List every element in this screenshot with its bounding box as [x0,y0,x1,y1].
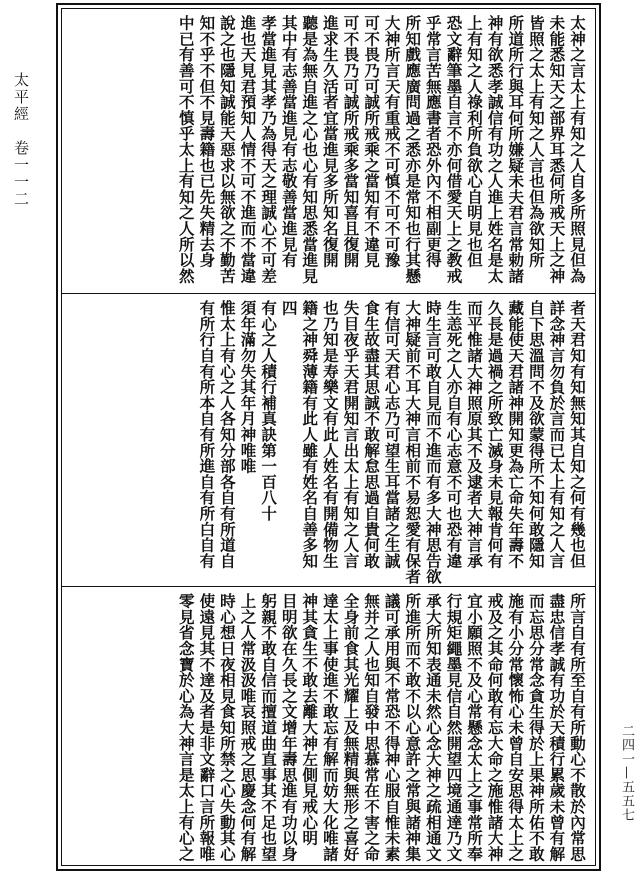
text-column-line: 進求生久活者宜當進見多所知名復開 [320,15,340,268]
text-column-line: 詳念神言勿負於言而已太上有知之人言 [547,300,567,569]
text-column-line: 神有欲悉孝誠信有功之人進上姓名是太 [485,15,505,284]
text-block-top [175,15,587,291]
text-column-line: 自下思溫問不及欲蒙得所不知何敢隱知 [526,300,546,569]
text-column-line: 達太上事使進不敢忘有解而妨大化唯諸 [320,593,340,862]
text-column-line: 藏能使天君諸神開知更為亡命失年壽不 [506,300,526,569]
text-column-line: 可不畏乃可誠所戒乘多當知喜且復開 [341,15,361,268]
text-column-line: 時生言可敢自見而不進而有多大神思告欲 [423,300,443,585]
text-column-line: 目明欲在久長之文增年壽思進有功以身 [279,593,299,862]
text-column-line: 乎常言苦無應書者恐外內不相副更得 [423,15,443,268]
text-block-bottom [175,593,587,869]
text-column-line: 說之也隱知誠能天惡求以無欲之不勤苦 [217,15,237,284]
page-inner-border [61,8,596,866]
text-column-line: 有所行自有所本自有所進自有所白自有 [197,300,217,569]
text-column-line: 大神所言天有重戒不可慎不可不可豫 [382,15,402,268]
text-column-line: 太神之言太上有知之人自多所照見但為 [568,15,587,284]
text-column-line: 而忘思分常念貪生得於上果神所佑不敢 [526,593,546,862]
text-column-line: 所道所行與耳何所嫌疑未夫君言常勅諸 [506,15,526,284]
text-column-line: 全身前食其光耀上及無精與無形之喜好 [341,593,361,862]
panel-top [62,9,595,293]
text-column-line: 上有知之人祿利所負欲心自明見也但 [465,15,485,268]
text-column-line: 未能悉知天之部界耳悉何所戒天上之神 [547,15,567,284]
text-column-line: 皆照之太上有知之人言也但為欲知所 [526,15,546,268]
text-column-line: 而平惟諸大神照原其不及逮者大神言承 [465,300,485,569]
text-column-line: 孝當進見其孝乃為得天之理誠心不可差 [259,15,279,284]
text-column-line: 神其貪生不敢去離大神左側見戒心明 [300,593,320,846]
text-column-line: 有心之人積行補真訣第一百八十 [259,300,279,522]
text-column-line: 失目夜乎天君開知言出太上有知之人言 [341,300,361,569]
text-column-line: 久長是過禍之所致亡滅身未見報肯何有 [485,300,505,569]
panel-bottom [62,587,595,870]
text-column-line: 盡忠信孝誠有功於天積行累歲未曾有解 [547,593,567,862]
text-column-line: 所進所而不敢不以心意許之常與諸神集 [403,593,423,862]
text-column-line: 四 [279,300,299,316]
text-column-line: 者天君知有知無知其自知之何有幾也但 [568,300,587,569]
text-column-line: 食生故盡其思誠不敢解怠思過自貴何敢 [362,300,382,569]
page-frame [56,3,601,871]
text-column-line: 戒及之其命何敢有忘大命之施惟諸大神 [485,593,505,862]
text-column-line: 承大所知表通未然心念大神之疏相通文 [423,593,443,862]
text-column-line: 所言自有所至自有所動心不散於內常思 [568,593,587,862]
text-block-middle [196,300,587,585]
text-column-line: 可不畏乃可誠所戒乘之當知有不違見 [362,15,382,268]
text-column-line: 惟太上有心之人各知分部各自有所道自 [217,300,237,569]
text-column-line: 使遠見其不達及者是非文辭口言所報唯 [197,593,217,862]
text-column-line: 零見省念寶於心為大神言是太上有心之 [176,593,196,862]
text-column-line: 有信可天君心志乃可望生耳當諸之生誠 [382,300,402,569]
text-column-line: 知不乎不但不見壽籍也已先失精去身 [197,15,217,268]
left-margin-title: 太平經 卷一一二 [12,72,30,208]
text-column-line: 須年滿勿失其年月神唯唯 [238,300,258,474]
text-column-line: 躬親不敢自信而擅道曲直事其不足也望 [259,593,279,862]
text-column-line: 施有小分常懷怖心未曾自安思得太上之 [506,593,526,862]
text-column-line: 籍之神舜薄籍有此人雖有姓名自善多知 [300,300,320,569]
text-column-line: 上之人常汲汲唯哀照戒之思慶念何有解 [238,593,258,862]
text-column-line: 宜小願照不及心常懸念太上之事常所奉 [465,593,485,862]
text-column-line: 大神疑前不耳大神言相前不易恕愛有保者 [403,300,423,585]
text-column-line: 生恙死之人亦自有心志意不可也恐有違 [444,300,464,569]
text-column-line: 進也天見君預知人情不可不進而不當違 [238,15,258,284]
text-column-line: 時心想日夜相見食知所禁之心失動其心 [217,593,237,862]
panel-middle [62,294,595,586]
text-column-line: 中已有善可不慎乎太上有知之人所以然 [176,15,196,284]
text-column-line: 其中有志善當進見有志敬善當進見有 [279,15,299,268]
text-column-line: 也乃知是寿樂文有此人姓名有開備物生 [320,300,340,569]
text-column-line: 議可承用與不常恐不得神心服自惟未素 [382,593,402,862]
text-column-line: 無并之人也知自發中思慕常在不害之命 [362,593,382,862]
text-column-line: 聽是為無自進之心也心有知思悉當進見 [300,15,320,284]
text-column-line: 行規矩繩墨見信自然開望四境通達乃文 [444,593,464,862]
text-column-line: 所知戲應廣問過之悉亦是常知也行其懸 [403,15,423,284]
right-margin-page-number: 二四一—五五七 [619,724,634,822]
text-column-line: 恐文辭筆墨自言不亦何借愛天上之教戒 [444,15,464,284]
